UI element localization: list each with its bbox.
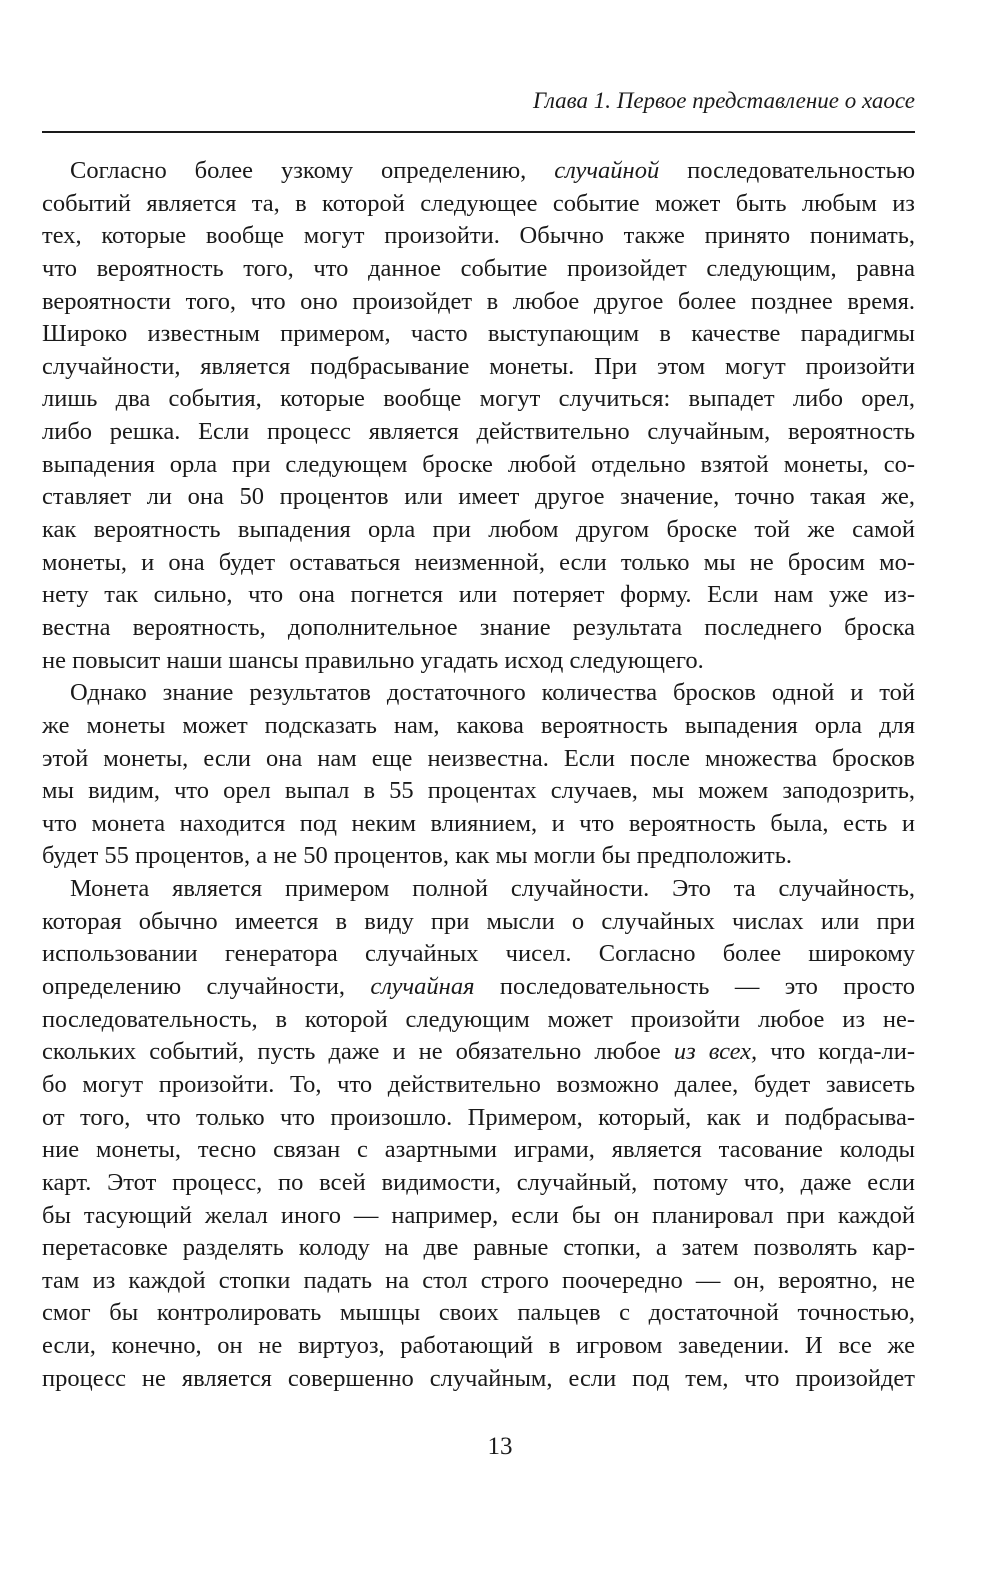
text-run: от того, что только что произошло. Примером, который, как и подбрасыва- <box>42 1103 915 1131</box>
text-line <box>42 1232 915 1265</box>
italic-term: из всех, <box>673 1038 758 1066</box>
running-head: Глава 1. Первое представление о хаосе <box>532 88 915 113</box>
text-run: этой монеты, если она нам еще неизвестна. Если после множества бросков <box>42 744 915 772</box>
text-run: мы видим, что орел выпал в 55 процентах случаев, мы можем заподозрить, <box>42 777 915 805</box>
text-run: выпадения орла при следующем броске любой отдельно взятой монеты, со- <box>42 450 915 478</box>
text-run: Согласно более узкому определению, <box>70 157 555 184</box>
text-line <box>42 971 915 1004</box>
text-line <box>42 351 915 384</box>
text-run: не повысит наши шансы правильно угадать исход следующего. <box>42 646 704 674</box>
text-line <box>42 481 915 514</box>
text-run: перетасовке разделять колоду на две равные стопки, а затем позволять кар- <box>42 1234 915 1262</box>
text-run: случайности, является подбрасывание монеты. При этом могут произойти <box>42 352 915 380</box>
text-run: последовательность, в которой следующим может произойти любое из не- <box>42 1005 915 1033</box>
text-run: Монета является примером полной случайности. Это та случайность, <box>70 875 915 903</box>
text-line <box>42 220 915 253</box>
text-run: Однако знание результатов достаточного количества бросков одной и той <box>70 679 915 707</box>
text-run: последовательность — это просто <box>474 973 915 1001</box>
text-run: нету так сильно, что она погнется или потеряет форму. Если нам уже из- <box>42 581 915 609</box>
text-line <box>42 775 915 808</box>
text-run: тех, которые вообще могут произойти. Обычно также принято понимать, <box>42 222 915 250</box>
text-line <box>42 318 915 351</box>
text-run: что вероятность того, что данное событие произойдет следующим, равна <box>42 254 915 282</box>
text-line <box>42 1036 915 1069</box>
text-run: как вероятность выпадения орла при любом другом броске той же самой <box>42 516 915 544</box>
page-number: 13 <box>487 1433 513 1460</box>
text-run: либо решка. Если процесс является действительно случайным, вероятность <box>42 418 915 446</box>
text-run: последовательностью <box>659 157 915 184</box>
text-run: скольких событий, пусть даже и не обязательно любое <box>42 1038 674 1066</box>
text-run: определению случайности, <box>42 973 371 1001</box>
text-line <box>42 286 915 319</box>
text-line <box>42 1363 915 1396</box>
text-run: процесс не является совершенно случайным, если под тем, что произойдет <box>42 1364 915 1392</box>
text-run: же монеты может подсказать нам, какова вероятность выпадения орла для <box>42 711 915 739</box>
text-line <box>42 1265 915 1298</box>
text-line <box>42 1004 915 1037</box>
text-line <box>42 840 915 873</box>
text-run: использовании генератора случайных чисел. Согласно более широкому <box>42 940 915 968</box>
body-text <box>42 155 915 1395</box>
text-line <box>42 1134 915 1167</box>
text-line <box>42 416 915 449</box>
italic-term: случайная <box>370 973 475 1001</box>
text-line <box>42 1167 915 1200</box>
text-run: бы тасующий желал иного — например, если бы он планировал при каждой <box>42 1201 915 1229</box>
text-line <box>42 612 915 645</box>
text-run: вероятности того, что оно произойдет в любое другое более позднее время. <box>42 287 915 315</box>
text-line <box>42 710 915 743</box>
text-run: там из каждой стопки падать на стол строго поочередно — он, вероятно, не <box>42 1266 915 1294</box>
text-line <box>42 677 915 710</box>
text-run: что когда-ли- <box>757 1038 915 1066</box>
text-line <box>42 155 915 188</box>
text-run: вестна вероятность, дополнительное знание результата последнего броска <box>42 613 915 641</box>
text-line <box>42 514 915 547</box>
text-run: карт. Этот процесс, по всей видимости, случайный, потому что, даже если <box>42 1168 915 1196</box>
text-line <box>42 808 915 841</box>
text-run: будет 55 процентов, а не 50 процентов, как мы могли бы предположить. <box>42 842 793 870</box>
text-line <box>42 253 915 286</box>
text-line <box>42 1297 915 1330</box>
text-line <box>42 579 915 612</box>
text-run: ние монеты, тесно связан с азартными играми, является тасование колоды <box>42 1136 915 1164</box>
text-line <box>42 873 915 906</box>
text-run: событий является та, в которой следующее событие может быть любым из <box>42 189 915 217</box>
text-line <box>42 645 915 678</box>
text-line <box>42 1200 915 1233</box>
text-run: которая обычно имеется в виду при мысли о случайных числах или при <box>42 907 915 935</box>
text-run: монеты, и она будет оставаться неизменной, если только мы не бросим мо- <box>42 548 915 576</box>
text-line <box>42 383 915 416</box>
text-line <box>42 938 915 971</box>
text-line <box>42 906 915 939</box>
italic-term: случайной <box>554 157 660 184</box>
text-run: что монета находится под неким влиянием, и что вероятность была, есть и <box>42 809 915 837</box>
text-line <box>42 547 915 580</box>
text-line <box>42 1102 915 1135</box>
text-line <box>42 188 915 221</box>
text-run: бо могут произойти. То, что действительно возможно далее, будет зависеть <box>42 1070 915 1098</box>
text-run: смог бы контролировать мышцы своих пальцев с достаточной точностью, <box>42 1299 915 1327</box>
text-run: лишь два события, которые вообще могут случиться: выпадет либо орел, <box>42 385 915 413</box>
text-line <box>42 743 915 776</box>
text-line <box>42 1330 915 1363</box>
text-run: ставляет ли она 50 процентов или имеет другое значение, точно такая же, <box>42 483 915 511</box>
header-rule <box>42 131 915 133</box>
text-run: если, конечно, он не виртуоз, работающий в игровом заведении. И все же <box>42 1332 915 1360</box>
text-line <box>42 1069 915 1102</box>
text-line <box>42 449 915 482</box>
text-run: Широко известным примером, часто выступающим в качестве парадигмы <box>42 320 915 348</box>
